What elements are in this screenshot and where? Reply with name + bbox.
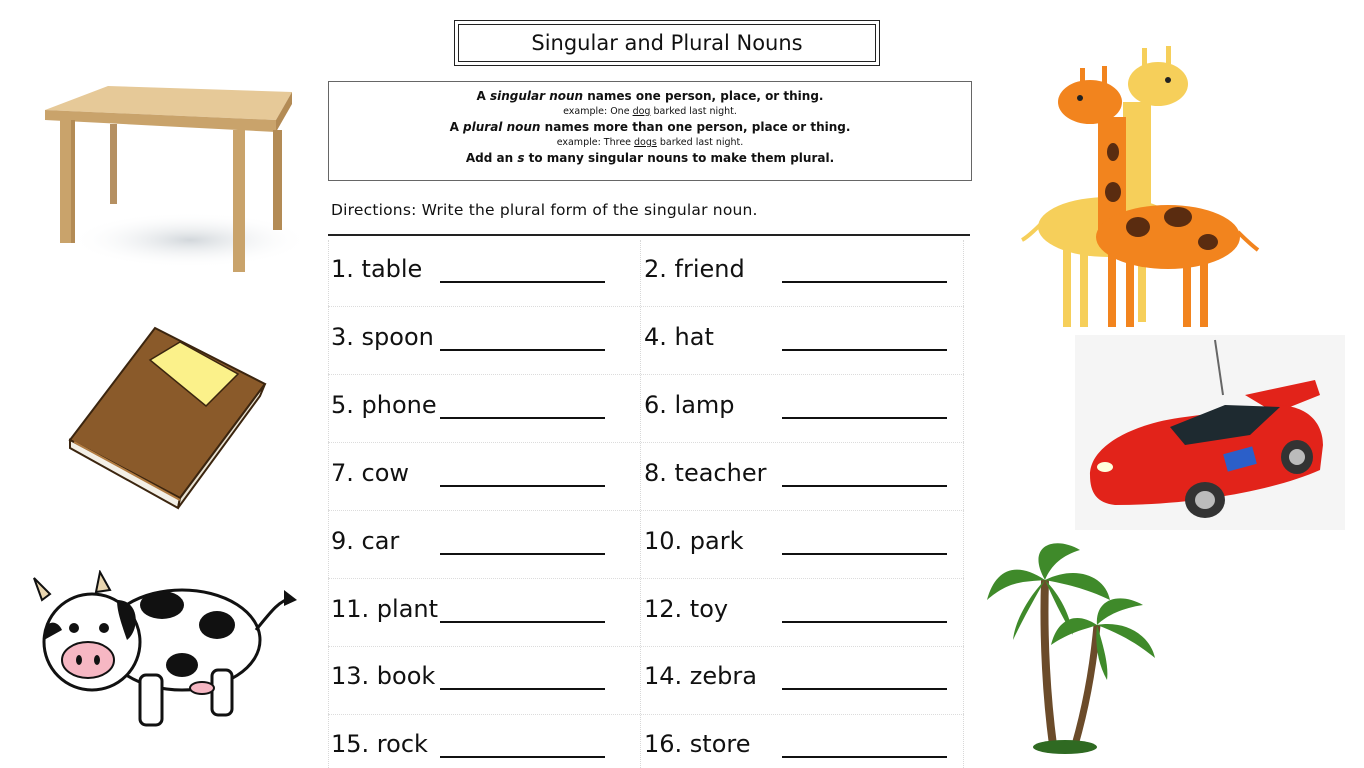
item-label: 13. book bbox=[331, 662, 436, 690]
item-label: 6. lamp bbox=[644, 391, 735, 419]
giraffes-picture bbox=[1018, 42, 1263, 327]
answer-line[interactable] bbox=[782, 485, 947, 487]
answer-line[interactable] bbox=[440, 281, 605, 283]
directions: Directions: Write the plural form of the singular noun. bbox=[331, 201, 758, 219]
item-label: 14. zebra bbox=[644, 662, 757, 690]
plural-example: example: Three dogs barked last night. bbox=[556, 137, 744, 148]
answer-line[interactable] bbox=[782, 349, 947, 351]
answer-line[interactable] bbox=[440, 417, 605, 419]
answer-line[interactable] bbox=[782, 281, 947, 283]
answer-line[interactable] bbox=[440, 688, 605, 690]
divider-line bbox=[328, 234, 970, 236]
item-label: 10. park bbox=[644, 527, 744, 555]
toy-car-picture bbox=[1075, 335, 1345, 530]
answer-line[interactable] bbox=[782, 553, 947, 555]
answer-line[interactable] bbox=[782, 621, 947, 623]
item-label: 16. store bbox=[644, 730, 751, 758]
answer-line[interactable] bbox=[440, 349, 605, 351]
answer-line[interactable] bbox=[782, 688, 947, 690]
page-title: Singular and Plural Nouns bbox=[458, 24, 876, 62]
table-picture bbox=[40, 80, 300, 280]
palm-trees-picture bbox=[985, 540, 1160, 755]
singular-term: singular noun bbox=[489, 89, 584, 103]
answer-line[interactable] bbox=[440, 485, 605, 487]
item-label: 4. hat bbox=[644, 323, 714, 351]
plural-term: plural noun bbox=[463, 120, 541, 134]
answer-line[interactable] bbox=[440, 553, 605, 555]
item-label: 15. rock bbox=[331, 730, 428, 758]
answer-line[interactable] bbox=[440, 621, 605, 623]
answer-line[interactable] bbox=[440, 756, 605, 758]
singular-example: example: One dog barked last night. bbox=[563, 106, 737, 117]
item-label: 5. phone bbox=[331, 391, 437, 419]
answer-line[interactable] bbox=[782, 417, 947, 419]
item-label: 12. toy bbox=[644, 595, 729, 623]
item-label: 7. cow bbox=[331, 459, 410, 487]
plural-rule: A plural noun names more than one person, place or thing. bbox=[449, 120, 851, 134]
singular-rule: A singular noun names one person, place, or thing. bbox=[476, 89, 824, 103]
item-label: 2. friend bbox=[644, 255, 745, 283]
item-label: 8. teacher bbox=[644, 459, 767, 487]
answer-line[interactable] bbox=[782, 756, 947, 758]
rules-box bbox=[328, 81, 972, 181]
item-label: 3. spoon bbox=[331, 323, 434, 351]
item-label: 9. car bbox=[331, 527, 400, 555]
add-s-rule: Add an s to many singular nouns to make them plural. bbox=[465, 151, 835, 165]
title-box bbox=[454, 20, 880, 66]
book-picture bbox=[60, 320, 270, 515]
item-label: 1. table bbox=[331, 255, 423, 283]
item-label: 11. plant bbox=[331, 595, 439, 623]
cow-picture bbox=[22, 570, 297, 745]
